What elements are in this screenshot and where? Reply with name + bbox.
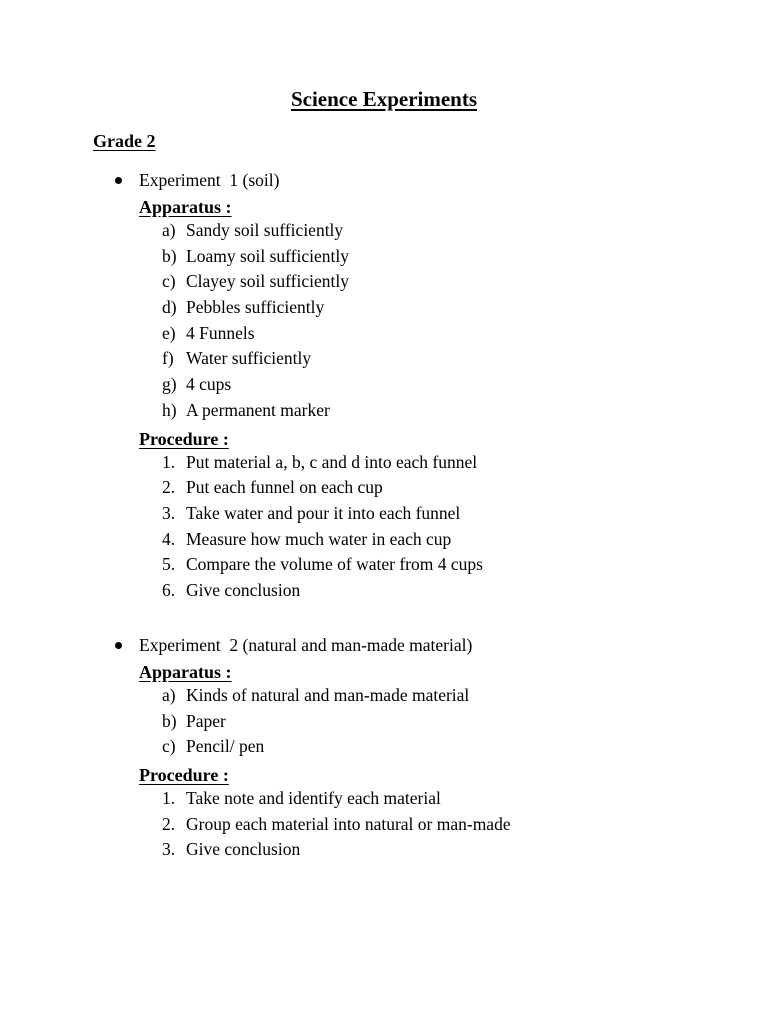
bullet-icon	[115, 177, 122, 184]
procedure-list	[0, 786, 768, 863]
list-item-text: Pebbles sufficiently	[186, 297, 325, 318]
list-item	[0, 295, 768, 321]
list-item	[0, 475, 768, 501]
list-item	[0, 527, 768, 553]
list-item-text: Group each material into natural or man-made	[186, 813, 511, 834]
list-item-text: Take water and pour it into each funnel	[186, 502, 461, 523]
list-item-text: Put each funnel on each cup	[186, 477, 383, 498]
list-item-text: Clayey soil sufficiently	[186, 271, 349, 292]
bullet-icon	[115, 642, 122, 649]
list-item-text: A permanent marker	[186, 399, 330, 420]
list-item	[0, 269, 768, 295]
experiment-heading	[0, 170, 768, 192]
list-item	[0, 398, 768, 424]
list-item	[0, 709, 768, 735]
list-item-text: Give conclusion	[186, 839, 301, 860]
list-marker: 3.	[162, 502, 176, 523]
procedure-list	[0, 450, 768, 604]
list-item	[0, 244, 768, 270]
list-item-text: Give conclusion	[186, 579, 301, 600]
list-marker: 1.	[162, 788, 176, 809]
list-item-text: Compare the volume of water from 4 cups	[186, 554, 483, 575]
experiment-2	[0, 635, 768, 863]
list-marker: 6.	[162, 579, 176, 600]
list-item	[0, 501, 768, 527]
list-item	[0, 812, 768, 838]
experiment-1	[0, 170, 768, 604]
list-item-text: Water sufficiently	[186, 348, 312, 369]
page-title: Science Experiments	[290, 87, 478, 111]
apparatus-heading: Apparatus :	[139, 197, 232, 217]
list-marker: a)	[162, 220, 176, 240]
list-item-text: Put material a, b, c and d into each funnel	[186, 451, 478, 472]
list-marker: 2.	[162, 477, 176, 498]
list-marker: a)	[162, 685, 176, 705]
apparatus-list	[0, 218, 768, 424]
list-marker: 2.	[162, 813, 176, 834]
list-item	[0, 837, 768, 863]
list-item-text: Kinds of natural and man-made material	[186, 685, 470, 705]
list-item	[0, 786, 768, 812]
experiment-title: Experiment 1 (soil)	[139, 170, 280, 190]
list-item	[0, 218, 768, 244]
list-item-text: Pencil/ pen	[186, 736, 265, 757]
list-marker: 4.	[162, 528, 176, 549]
experiment-title: Experiment 2 (natural and man-made material)	[139, 635, 473, 655]
list-item-text: Loamy soil sufficiently	[186, 245, 349, 266]
list-item-text: Paper	[186, 710, 226, 731]
list-marker: 5.	[162, 554, 176, 575]
list-marker: b)	[162, 710, 177, 731]
list-item	[0, 372, 768, 398]
list-marker: d)	[162, 297, 177, 318]
list-item	[0, 552, 768, 578]
list-item	[0, 578, 768, 604]
list-item-text: 4 Funnels	[186, 322, 255, 343]
apparatus-list	[0, 683, 768, 760]
apparatus-heading: Apparatus :	[139, 662, 232, 682]
list-marker: g)	[162, 374, 177, 395]
list-item	[0, 321, 768, 347]
list-marker: f)	[162, 348, 174, 369]
list-marker: b)	[162, 245, 177, 266]
procedure-heading: Procedure :	[139, 765, 229, 786]
list-marker: h)	[162, 399, 177, 420]
list-marker: 3.	[162, 839, 176, 860]
experiment-heading	[0, 635, 768, 657]
grade-heading: Grade 2	[93, 131, 156, 151]
list-item-text: Sandy soil sufficiently	[186, 220, 344, 240]
list-item-text: Measure how much water in each cup	[186, 528, 452, 549]
list-marker: c)	[162, 271, 176, 292]
list-item	[0, 346, 768, 372]
list-marker: 1.	[162, 451, 176, 472]
list-item	[0, 683, 768, 709]
list-item	[0, 734, 768, 760]
list-marker: e)	[162, 322, 176, 343]
list-item-text: 4 cups	[186, 374, 232, 395]
procedure-heading: Procedure :	[139, 428, 229, 449]
list-marker: c)	[162, 736, 176, 757]
list-item	[0, 450, 768, 476]
list-item-text: Take note and identify each material	[186, 788, 441, 809]
